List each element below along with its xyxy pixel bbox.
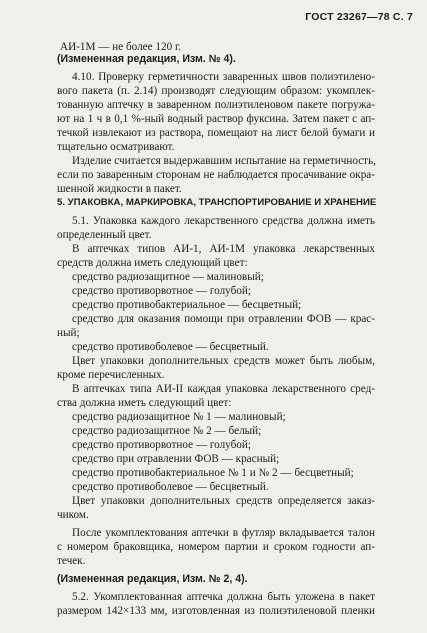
text-line: АИ-1М — не более 120 г.	[60, 41, 182, 53]
list-item: средство радиозащитное № 1 — малиновый;	[72, 411, 286, 423]
paragraph-line: чиком.	[57, 509, 89, 521]
list-item: средство противобактериальное № 1 и № 2 — бесцветный;	[72, 467, 354, 479]
paragraph-line: В аптечках типов АИ-1, АИ-1М упаковка лекарственных	[72, 243, 375, 255]
list-item: средство противоболевое — бесцветный.	[72, 481, 269, 493]
paragraph-line: После укомплектования аптечки в футляр вкладывается талон	[72, 527, 375, 539]
paragraph-line: Изделие считается выдержавшим испытание на герметичность,	[72, 155, 376, 167]
paragraph-line: с номером браковщика, номером партии и сроком годности ап-	[57, 541, 375, 553]
amendment-note: (Измененная редакция, Изм. № 4).	[57, 53, 236, 65]
list-item-continuation: ный;	[57, 327, 80, 339]
page-header: ГОСТ 23267—78 С. 7	[305, 11, 413, 23]
paragraph-line: средств должна иметь следующий цвет:	[57, 257, 248, 269]
list-item: средство противорвотное — голубой;	[72, 285, 251, 297]
paragraph-line: определенный цвет.	[57, 229, 152, 241]
paragraph-line: шенной жидкости в пакет.	[57, 183, 182, 195]
section-heading: 5. УПАКОВКА, МАРКИРОВКА, ТРАНСПОРТИРОВАНИЕ И ХРАНЕНИЕ	[57, 197, 377, 208]
paragraph-line: ют на 1 ч в 0,1 %-ный водный раствор фуксина. Затем пакет с ап-	[57, 113, 375, 125]
paragraph-line: течек.	[57, 555, 86, 567]
paragraph-line: 4.10. Проверку герметичности заваренных швов полиэтилено-	[72, 71, 375, 83]
paragraph-line: Цвет упаковки дополнительных средств может быть любым,	[72, 355, 375, 367]
list-item: средство радиозащитное № 2 — белый;	[72, 425, 262, 437]
paragraph-line: В аптечках типа АИ-II каждая упаковка лекарственного сред-	[72, 383, 375, 395]
paragraph-line: вого пакета (п. 2.14) производят следующим образом: укомплек-	[57, 85, 375, 97]
paragraph-line: размером 142×133 мм, изготовленная из полиэтиленовой пленки	[57, 605, 375, 617]
paragraph-line: тщательно осматривают.	[57, 141, 175, 153]
list-item: средство противорвотное — голубой;	[72, 439, 251, 451]
list-item: средство при отравлении ФОВ — красный;	[72, 453, 280, 465]
list-item: средство противоболевое — бесцветный.	[72, 341, 269, 353]
paragraph-line: 5.2. Укомплектованная аптечка должна быть уложена в пакет	[72, 591, 375, 603]
amendment-note: (Измененная редакция, Изм. № 2, 4).	[57, 573, 248, 585]
paragraph-line: Цвет упаковки дополнительных средств определяется заказ-	[72, 495, 375, 507]
list-item: средство радиозащитное — малиновый;	[72, 271, 264, 283]
paragraph-line: тованную аптечку в заваренном полиэтиленовом пакете погружа-	[57, 99, 375, 111]
paragraph-line: кроме перечисленных.	[57, 369, 165, 381]
paragraph-line: 5.1. Упаковка каждого лекарственного средства должна иметь	[72, 215, 375, 227]
paragraph-line: ства должна иметь следующий цвет:	[57, 397, 232, 409]
paragraph-line: если по заваренным сторонам не наблюдается просачивание окра-	[57, 169, 375, 181]
paragraph-line: течкой извлекают из раствора, помещают на лист белой бумаги и	[57, 127, 375, 139]
list-item: средство для оказания помощи при отравлении ФОВ — крас-	[72, 313, 375, 325]
list-item: средство противобактериальное — бесцветный;	[72, 299, 302, 311]
